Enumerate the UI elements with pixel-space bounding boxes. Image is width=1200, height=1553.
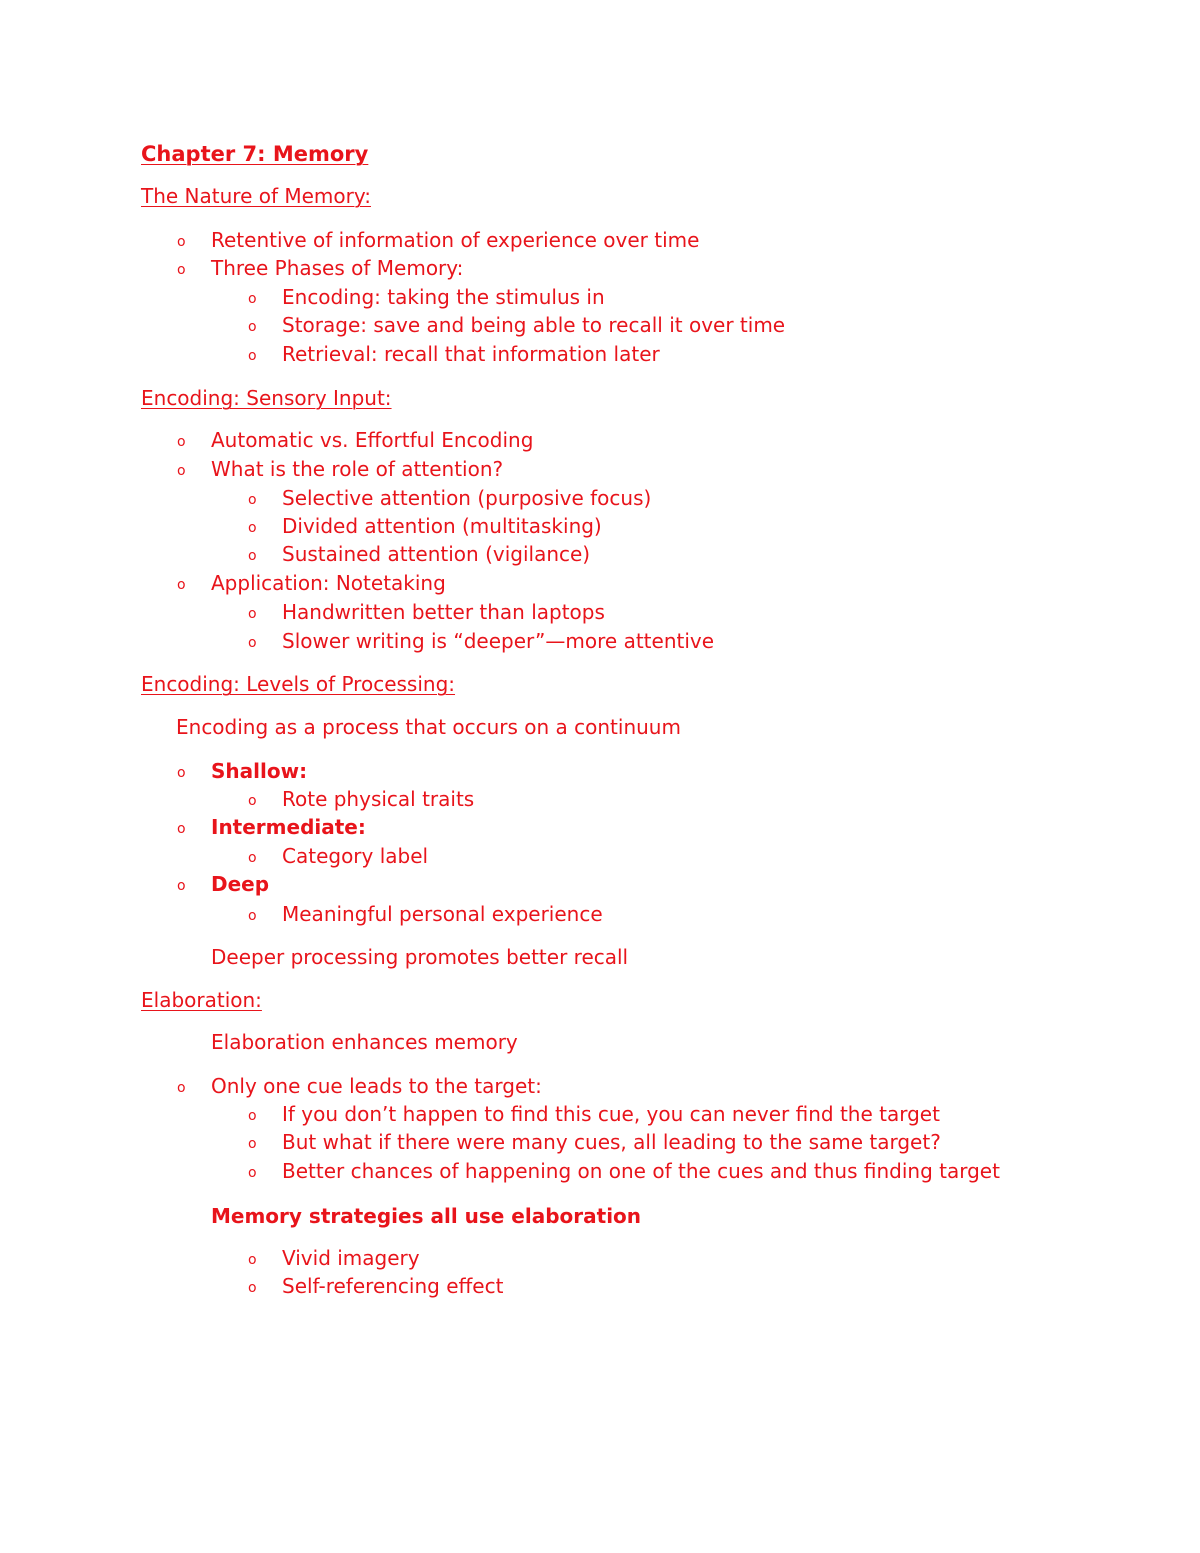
elaboration-intro: Elaboration enhances memory (211, 1030, 518, 1054)
list-item: o Selective attention (purposive focus) (248, 486, 652, 510)
section-heading-sensory: Encoding: Sensory Input: (141, 386, 392, 410)
bullet-icon: o (248, 1252, 257, 1268)
list-item: o What is the role of attention? (177, 457, 504, 481)
list-item: o Slower writing is “deeper”—more attentive (248, 629, 715, 653)
bullet-icon: o (177, 1080, 186, 1096)
bullet-icon: o (248, 1280, 257, 1296)
bullet-icon: o (248, 606, 257, 622)
list-item: o Better chances of happening on one of the cues and thus finding target (248, 1159, 1000, 1183)
list-item: o Intermediate: (177, 815, 366, 839)
list-item: o Meaningful personal experience (248, 902, 603, 926)
bullet-icon: o (177, 434, 186, 450)
bullet-icon: o (177, 234, 186, 250)
bullet-icon: o (248, 1165, 257, 1181)
bullet-icon: o (177, 878, 186, 894)
section-heading-levels: Encoding: Levels of Processing: (141, 672, 456, 696)
list-item: o Only one cue leads to the target: (177, 1074, 542, 1098)
strategies-heading: Memory strategies all use elaboration (211, 1204, 642, 1228)
list-item: o If you don’t happen to find this cue, you can never find the target (248, 1102, 940, 1126)
list-item: o But what if there were many cues, all leading to the same target? (248, 1130, 941, 1154)
list-item: o Self-referencing effect (248, 1274, 504, 1298)
list-item: o Application: Notetaking (177, 571, 446, 595)
list-item: o Deep (177, 872, 270, 896)
bullet-icon: o (177, 577, 186, 593)
bullet-icon: o (248, 850, 257, 866)
list-item: o Category label (248, 844, 429, 868)
list-item: o Encoding: taking the stimulus in (248, 285, 605, 309)
list-item: o Retrieval: recall that information later (248, 342, 660, 366)
list-item: o Rote physical traits (248, 787, 475, 811)
list-item: o Retentive of information of experience over time (177, 228, 700, 252)
bullet-icon: o (248, 520, 257, 536)
bullet-icon: o (177, 765, 186, 781)
bullet-icon: o (248, 1108, 257, 1124)
levels-conclusion: Deeper processing promotes better recall (211, 945, 629, 969)
list-item: o Divided attention (multitasking) (248, 514, 602, 538)
bullet-icon: o (248, 1136, 257, 1152)
bullet-icon: o (248, 492, 257, 508)
list-item: o Sustained attention (vigilance) (248, 542, 591, 566)
bullet-icon: o (248, 793, 257, 809)
list-item: o Three Phases of Memory: (177, 256, 464, 280)
bullet-icon: o (177, 463, 186, 479)
bullet-icon: o (248, 548, 257, 564)
bullet-icon: o (177, 821, 186, 837)
bullet-icon: o (248, 319, 257, 335)
list-item: o Storage: save and being able to recall it over time (248, 313, 786, 337)
list-item: o Automatic vs. Effortful Encoding (177, 428, 534, 452)
section-heading-nature: The Nature of Memory: (141, 184, 371, 208)
bullet-icon: o (248, 291, 257, 307)
levels-intro: Encoding as a process that occurs on a continuum (176, 715, 681, 739)
list-item: o Vivid imagery (248, 1246, 420, 1270)
bullet-icon: o (248, 635, 257, 651)
list-item: o Handwritten better than laptops (248, 600, 605, 624)
bullet-icon: o (177, 262, 186, 278)
bullet-icon: o (248, 348, 257, 364)
page-title: Chapter 7: Memory (141, 142, 369, 166)
section-heading-elaboration: Elaboration: (141, 988, 262, 1012)
list-item: o Shallow: (177, 759, 308, 783)
bullet-icon: o (248, 908, 257, 924)
